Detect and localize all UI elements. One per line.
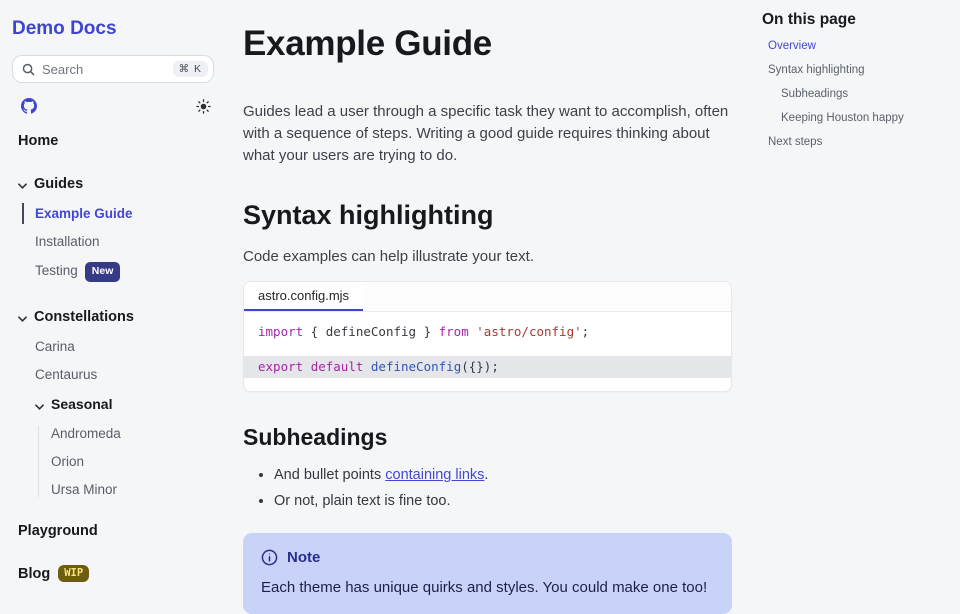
toc-link-overview[interactable]: Overview bbox=[768, 40, 816, 52]
section-heading-syntax-highlighting: Syntax highlighting bbox=[243, 200, 494, 230]
toc-link-subheadings[interactable]: Subheadings bbox=[781, 88, 849, 100]
sidebar-group-constellations bbox=[18, 308, 214, 497]
sidebar-item-playground[interactable]: Playground bbox=[18, 523, 98, 539]
sidebar-item-blog[interactable] bbox=[18, 565, 214, 582]
sidebar-item-installation[interactable]: Installation bbox=[35, 234, 100, 249]
sidebar-group-seasonal-label: Seasonal bbox=[51, 396, 113, 412]
toc-link-keeping-houston-happy[interactable]: Keeping Houston happy bbox=[781, 112, 904, 124]
sidebar-item-orion[interactable]: Orion bbox=[51, 454, 85, 469]
sidebar-item-home[interactable]: Home bbox=[18, 133, 59, 149]
note-header bbox=[261, 549, 714, 566]
sidebar-item-centaurus[interactable]: Centaurus bbox=[35, 367, 98, 382]
site-title[interactable]: Demo Docs bbox=[12, 18, 117, 39]
wip-badge: WIP bbox=[58, 565, 89, 582]
sidebar-item-example-guide[interactable]: Example Guide bbox=[35, 206, 214, 221]
theme-toggle-sun-icon[interactable] bbox=[196, 99, 211, 114]
chevron-down-icon bbox=[18, 177, 27, 193]
sidebar bbox=[0, 0, 232, 582]
sidebar-item-carina[interactable]: Carina bbox=[35, 339, 75, 354]
search-input[interactable] bbox=[12, 55, 214, 83]
sidebar-group-guides-toggle[interactable] bbox=[18, 175, 214, 193]
sidebar-item-andromeda[interactable]: Andromeda bbox=[51, 426, 121, 441]
toc-list bbox=[762, 38, 960, 150]
sidebar-group-seasonal-toggle[interactable] bbox=[35, 395, 214, 413]
code-area bbox=[244, 312, 731, 391]
code-line-1: import { defineConfig } from 'astro/config'; bbox=[258, 324, 590, 339]
sidebar-group-constellations-toggle[interactable] bbox=[18, 308, 214, 326]
bullet-item-plain: • Or not, plain text is fine too. bbox=[274, 493, 732, 509]
containing-links-link[interactable]: containing links bbox=[385, 467, 485, 483]
chevron-down-icon bbox=[35, 397, 44, 413]
search-icon bbox=[22, 63, 35, 76]
bullet-list bbox=[243, 467, 732, 509]
code-block bbox=[243, 281, 732, 392]
note-body: Each theme has unique quirks and styles. You could make one too! bbox=[261, 579, 708, 596]
sidebar-group-constellations-label: Constellations bbox=[34, 309, 134, 325]
sidebar-social-row bbox=[21, 98, 211, 114]
note-callout bbox=[243, 533, 732, 614]
code-line-2 bbox=[244, 341, 731, 356]
code-line-3-highlighted: export default defineConfig({}); bbox=[244, 356, 731, 378]
syntax-paragraph: Code examples can help illustrate your text. bbox=[243, 248, 534, 265]
chevron-down-icon bbox=[18, 310, 27, 326]
github-icon[interactable] bbox=[21, 98, 37, 114]
sidebar-group-guides-label: Guides bbox=[34, 176, 84, 192]
note-title: Note bbox=[287, 549, 321, 566]
search-placeholder: Search bbox=[42, 61, 84, 77]
code-tab-bar bbox=[244, 282, 731, 312]
toc-link-next-steps[interactable]: Next steps bbox=[768, 136, 823, 148]
sidebar-item-ursa-minor[interactable]: Ursa Minor bbox=[51, 482, 118, 497]
code-tab-astro-config[interactable]: astro.config.mjs bbox=[244, 282, 363, 311]
intro-paragraph: Guides lead a user through a specific task they want to accomplish, often with a sequence of steps. Writing a good guide requires thinking about what your users are trying to do. bbox=[243, 103, 729, 164]
main-content bbox=[243, 0, 732, 596]
info-icon bbox=[261, 549, 278, 566]
sidebar-item-testing-label: Testing bbox=[35, 263, 78, 278]
sidebar-item-blog-label: Blog bbox=[18, 565, 51, 582]
search-shortcut: ⌘ K bbox=[173, 61, 208, 77]
sidebar-item-testing[interactable] bbox=[35, 262, 214, 282]
bullet-item-links: • And bullet points containing links. bbox=[274, 467, 732, 483]
new-badge: New bbox=[85, 262, 121, 282]
section-heading-subheadings: Subheadings bbox=[243, 424, 388, 450]
toc-heading: On this page bbox=[762, 11, 856, 28]
on-this-page bbox=[746, 0, 960, 540]
sidebar-group-seasonal bbox=[35, 395, 214, 497]
sidebar-group-guides bbox=[18, 175, 214, 282]
page-title: Example Guide bbox=[243, 24, 492, 63]
sidebar-nav bbox=[12, 133, 214, 582]
toc-link-syntax-highlighting[interactable]: Syntax highlighting bbox=[768, 64, 865, 76]
